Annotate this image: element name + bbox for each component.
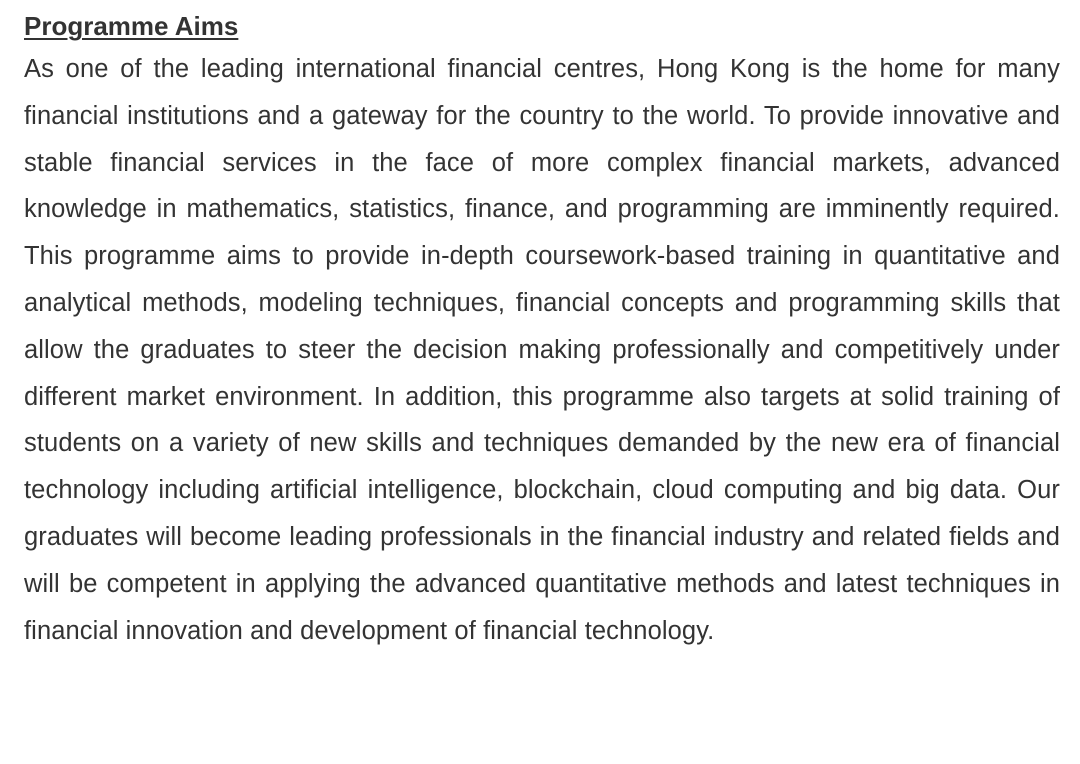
programme-aims-section bbox=[24, 8, 1060, 654]
section-heading: Programme Aims bbox=[24, 11, 239, 41]
section-paragraph: As one of the leading international financial centres, Hong Kong is the home for many financial institutions and a gateway for the country to the world. To provide innovative and stable financial services in the face of more complex financial markets, advanced knowledge in mathematics, statistics, finance, and programming are imminently required. This programme aims to provide in-depth coursework-based training in quantitative and analytical methods, modeling techniques, financial concepts and programming skills that allow the graduates to steer the decision making professionally and competitively under different market environment. In addition, this programme also targets at solid training of students on a variety of new skills and techniques demanded by the new era of financial technology including artificial intelligence, blockchain, cloud computing and big data. Our graduates will become leading professionals in the financial industry and related fields and will be competent in applying the advanced quantitative methods and latest techniques in financial innovation and development of financial technology. bbox=[24, 55, 1060, 645]
